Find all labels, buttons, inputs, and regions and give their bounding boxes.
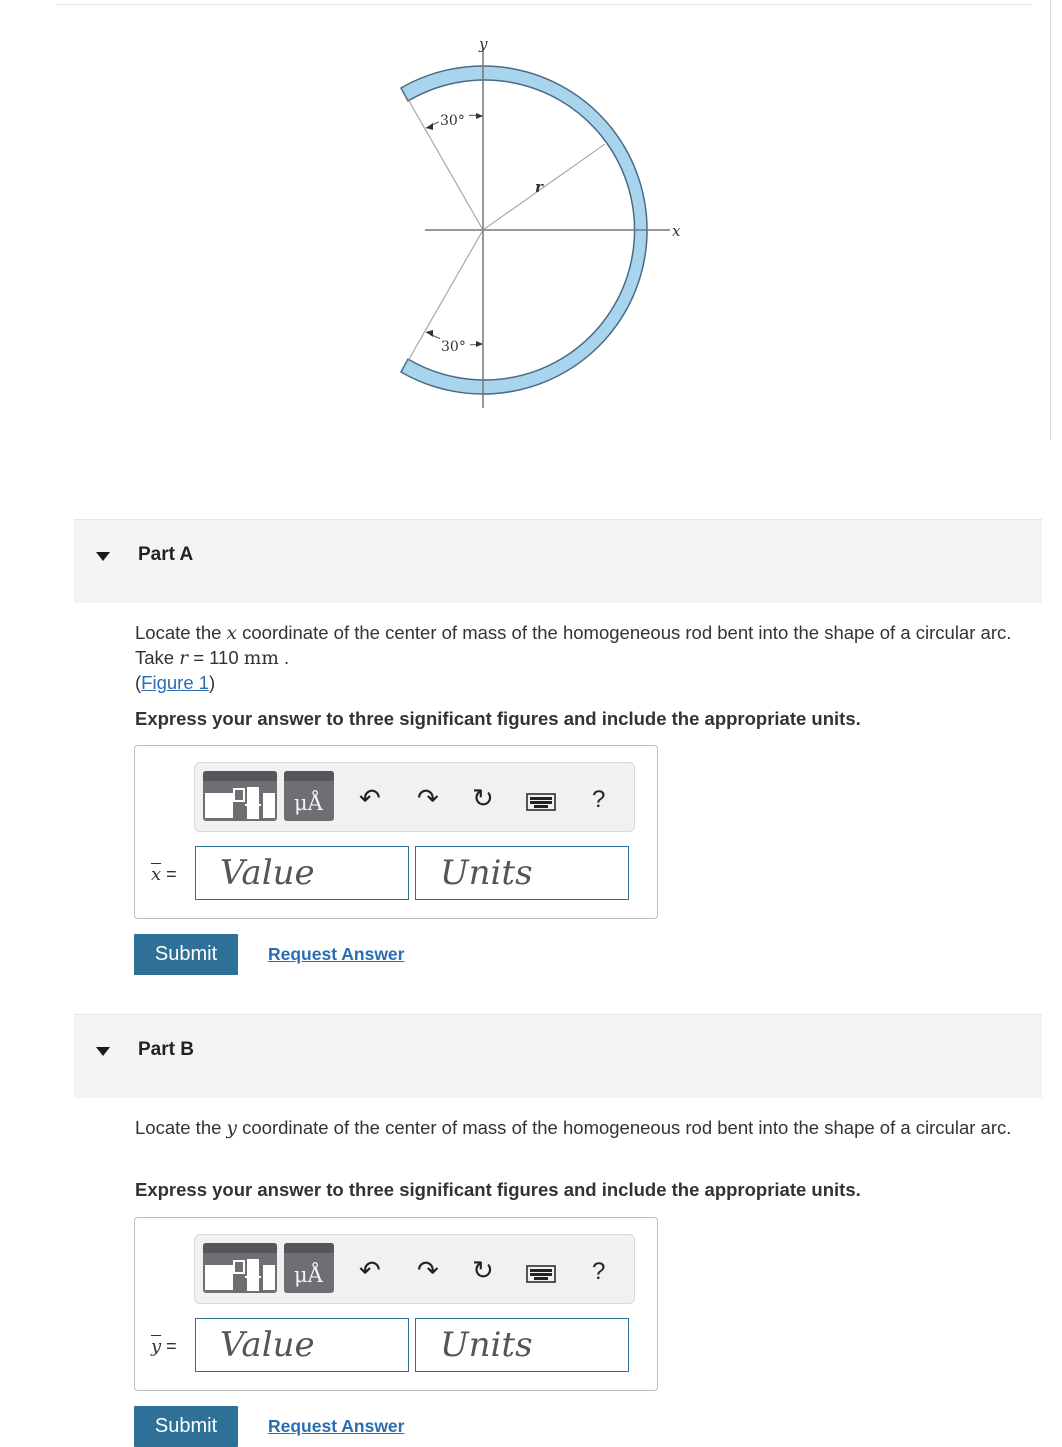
- part-a-instruction: Express your answer to three significant figures and include the appropriate units.: [135, 708, 861, 729]
- arrowhead: [476, 341, 483, 347]
- angle-label-top: 30°: [440, 113, 465, 129]
- help-icon[interactable]: ?: [592, 786, 606, 813]
- figure-circular-arc-rod: [330, 30, 710, 420]
- part-a-header[interactable]: [74, 519, 1042, 603]
- value-input[interactable]: Value: [195, 1318, 409, 1372]
- angle-label-bottom: 30°: [441, 339, 466, 355]
- part-a-title: Part A: [138, 544, 194, 565]
- units-button[interactable]: [284, 1243, 334, 1293]
- redo-icon[interactable]: ↷: [417, 783, 439, 813]
- y-axis-label: y: [479, 35, 488, 53]
- units-icon: μÅ: [294, 791, 323, 815]
- math-toolbar: [194, 762, 635, 832]
- request-answer-link[interactable]: Request Answer: [268, 1416, 405, 1436]
- top-divider: [56, 4, 1032, 5]
- part-b-prompt: Locate the y coordinate of the center of mass of the homogeneous rod bent into the shape of a circular arc.: [135, 1117, 1012, 1139]
- part-a-answer-box: [134, 745, 658, 919]
- undo-icon[interactable]: ↶: [359, 783, 381, 813]
- keyboard-icon[interactable]: [526, 1265, 556, 1283]
- units-button[interactable]: [284, 771, 334, 821]
- figure-link[interactable]: Figure 1: [141, 672, 210, 693]
- arrowhead: [426, 330, 433, 337]
- part-b-title: Part B: [138, 1039, 194, 1060]
- templates-icon: [203, 771, 277, 821]
- templates-button[interactable]: [203, 1243, 277, 1293]
- reset-icon[interactable]: ↻: [472, 1255, 494, 1285]
- submit-button[interactable]: Submit: [134, 1406, 238, 1447]
- radius-line: [483, 144, 605, 230]
- units-icon: μÅ: [294, 1263, 323, 1287]
- undo-icon[interactable]: ↶: [359, 1255, 381, 1285]
- part-b-instruction: Express your answer to three significant figures and include the appropriate units.: [135, 1179, 861, 1200]
- collapse-triangle-icon[interactable]: [96, 1047, 110, 1056]
- part-a-prompt: Locate the x coordinate of the center of mass of the homogeneous rod bent into the shape of a circular arc. Take r = 110 mm . (Figure 1): [135, 622, 1012, 693]
- part-b-header[interactable]: [74, 1014, 1042, 1098]
- help-icon[interactable]: ?: [592, 1258, 606, 1285]
- part-b-answer-box: [134, 1217, 658, 1391]
- reset-icon[interactable]: ↻: [472, 783, 494, 813]
- math-toolbar: [194, 1234, 635, 1304]
- arrowhead: [476, 113, 483, 119]
- units-input[interactable]: Units: [415, 1318, 629, 1372]
- collapse-triangle-icon[interactable]: [96, 552, 110, 561]
- templates-icon: [203, 1243, 277, 1293]
- x-axis-label: x: [672, 222, 681, 240]
- value-input[interactable]: Value: [195, 846, 409, 900]
- right-divider: [1050, 0, 1051, 440]
- request-answer-link[interactable]: Request Answer: [268, 944, 405, 964]
- submit-button[interactable]: Submit: [134, 934, 238, 975]
- keyboard-icon[interactable]: [526, 793, 556, 811]
- templates-button[interactable]: [203, 771, 277, 821]
- redo-icon[interactable]: ↷: [417, 1255, 439, 1285]
- radius-label: r: [535, 178, 543, 196]
- units-input[interactable]: Units: [415, 846, 629, 900]
- arrowhead: [426, 123, 433, 130]
- x-bar-label: $\overline{x}$ =: [151, 864, 177, 885]
- y-bar-label: $\overline{y}$ =: [151, 1336, 177, 1357]
